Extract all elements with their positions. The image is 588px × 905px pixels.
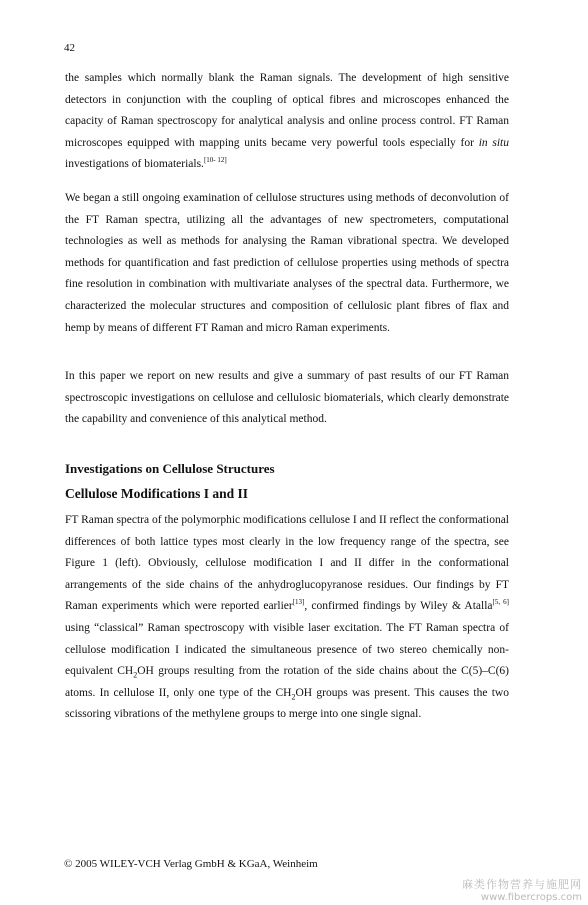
paragraph-text: using “classical” Raman spectroscopy with visible laser excitation. The FT Raman spectra of cellulose modification I indicated the simultaneous presence of two stereo chemically non-equivalent CH bbox=[65, 621, 509, 678]
paragraph-intro-continuation bbox=[65, 68, 509, 176]
citation-ref: [13] bbox=[292, 598, 305, 607]
subscript: 2 bbox=[133, 670, 138, 680]
paragraph-text: OH groups was present. This causes the two scissoring vibrations of the methylene groups to merge into one single signal. bbox=[65, 686, 509, 721]
watermark-url: www.fibercrops.com bbox=[480, 892, 582, 903]
italic-term: in situ bbox=[478, 136, 509, 149]
watermark-chinese: 麻类作物营养与施肥网 bbox=[462, 878, 582, 891]
paragraph-text: , confirmed findings by Wiley & Atalla bbox=[304, 600, 493, 613]
paragraph-methods: We began a still ongoing examination of cellulose structures using methods of deconvolution of the FT Raman spectra, utilizing all the advantages of new spectrometers, computational technologies as well as methods for analysing the Raman vibrational spectra. We developed methods for quantification and fast prediction of cellulose properties using methods of spectra fine resolution in combination with multivariate analyses of the spectral data. Furthermore, we characterized the molecular structures and composition of cellulosic plant fibres of flax and hemp by means of different FT Raman and micro Raman experiments. bbox=[65, 192, 509, 334]
paragraph-text: investigations of biomaterials. bbox=[65, 158, 204, 171]
paragraph-summary: In this paper we report on new results and give a summary of past results of our FT Raman spectroscopic investigations on cellulose and cellulosic biomaterials, which clearly demonstrate the capability and convenience of this analytical method. bbox=[65, 370, 509, 426]
page-number: 42 bbox=[64, 42, 75, 54]
subscript: 2 bbox=[291, 692, 296, 702]
paragraph-text: FT Raman spectra of the polymorphic modifications cellulose I and II reflect the conformational differences of both lattice types most clearly in the low frequency range of the spectra, see Figure 1 (left). Obviously, cellulose modification I and II differ in the conformational arrangements of the side chains of the anhydroglucopyranose residues. Our findings by FT Raman experiments which were reported earlier bbox=[65, 514, 509, 613]
subsection-heading: Cellulose Modifications I and II bbox=[65, 486, 249, 501]
watermark bbox=[462, 876, 582, 903]
paragraph-cellulose-modifications bbox=[65, 510, 509, 726]
paragraph-text: OH groups resulting from the rotation of the side chains about the C(5)–C(6) atoms. In cellulose II, only one type of the CH bbox=[65, 665, 510, 699]
citation-ref: [5, 6] bbox=[492, 598, 509, 607]
section-heading: Investigations on Cellulose Structures bbox=[65, 461, 275, 476]
paragraph-text: the samples which normally blank the Raman signals. The development of high sensitive detectors in conjunction with the coupling of optical fibres and microscopes enhanced the capacity of Raman spectroscopy for analytical analysis and online process control. FT Raman microscopes equipped with mapping units became very powerful tools especially for bbox=[65, 72, 509, 149]
citation-ref: [10- 12] bbox=[203, 156, 227, 165]
copyright-footer: © 2005 WILEY-VCH Verlag GmbH & KGaA, Weinheim bbox=[64, 858, 318, 870]
